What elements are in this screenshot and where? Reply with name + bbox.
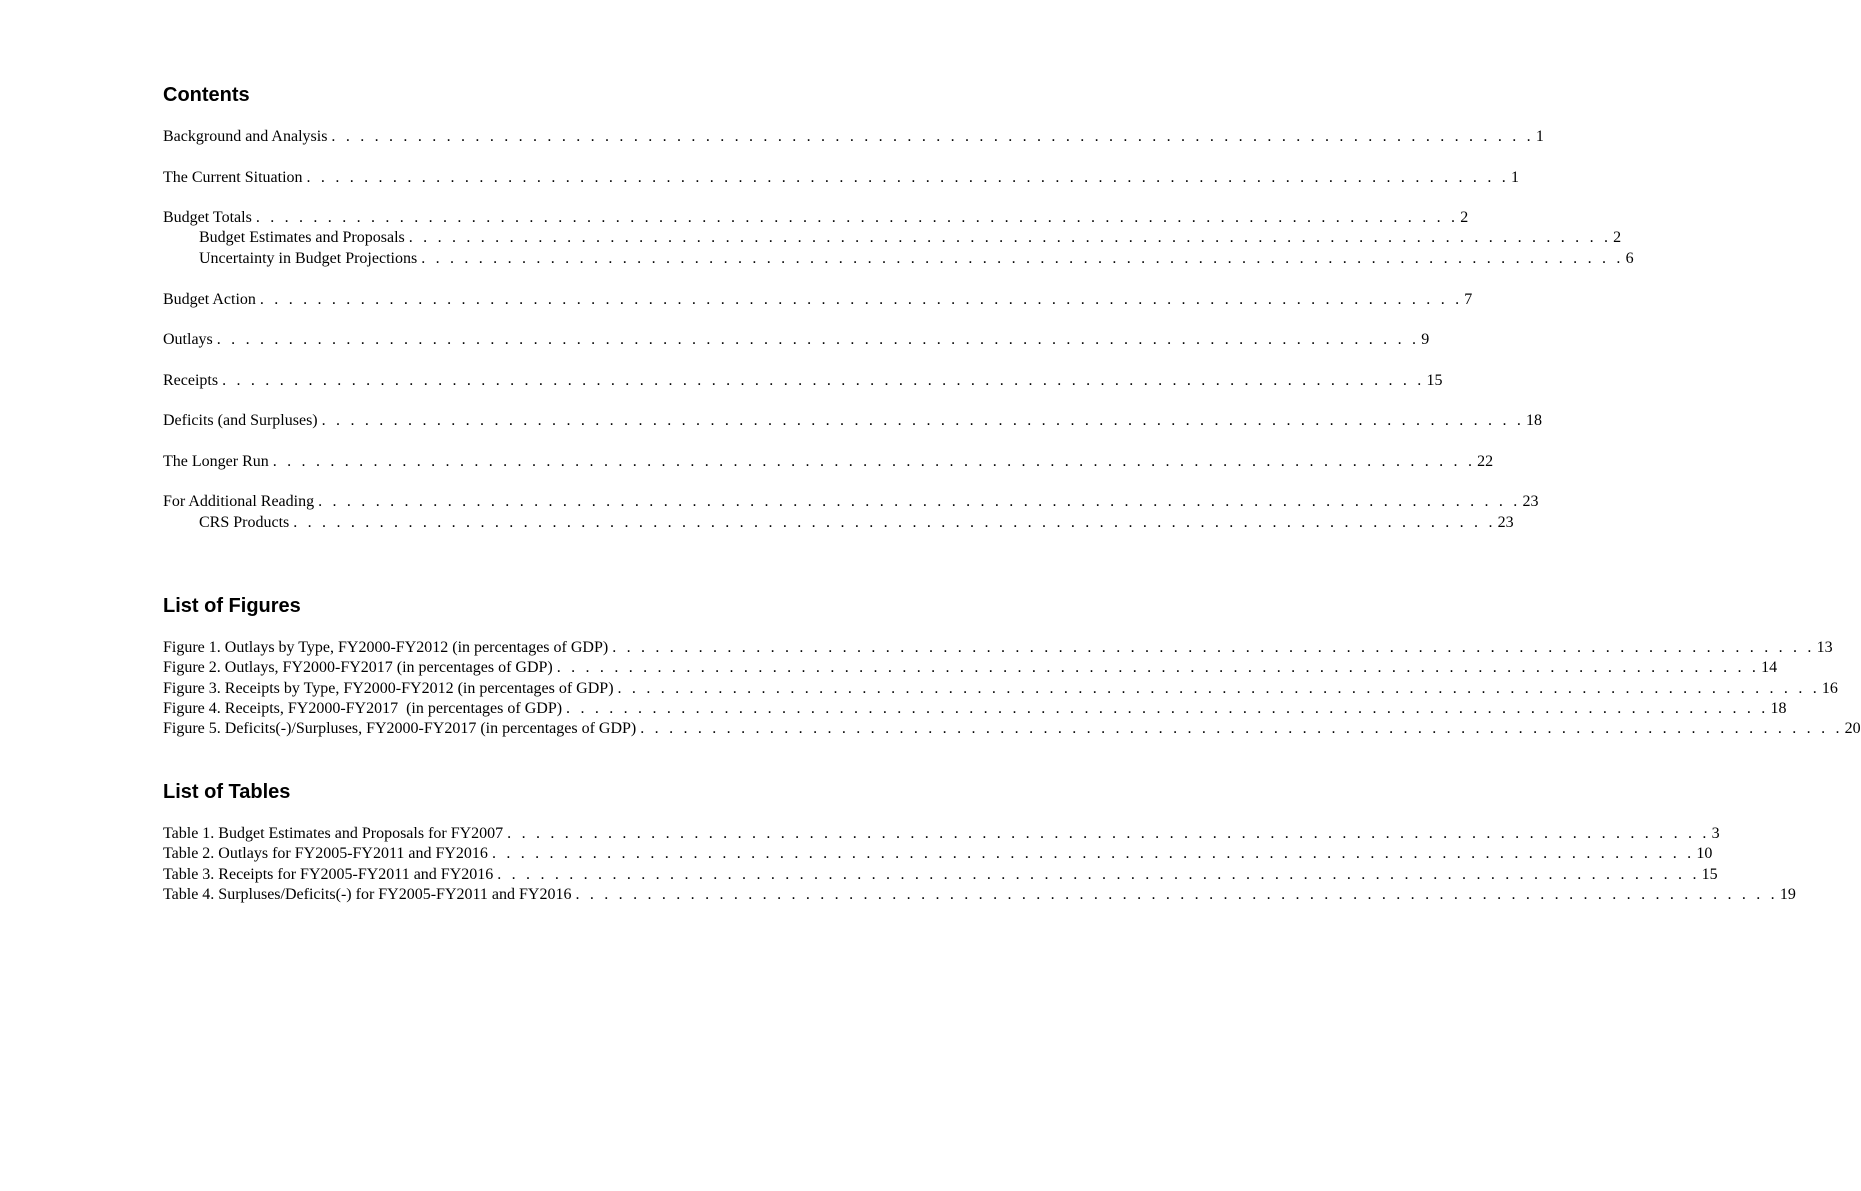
figure-entry-label: Figure 1. Outlays by Type, FY2000-FY2012 (in percentages of GDP) [163, 638, 612, 658]
dot-leader: . . . . . . . . . . . . . . . . . . . . . . . . . . . . . . . . . . . . . . . . . . . . . . . . . . . . . . . . . . . . . . . . . . . . . . . . . . . . . . . . . . . . [255, 209, 1459, 226]
toc-entry-label: CRS Products [199, 513, 293, 533]
figure-entry-4[interactable] [163, 699, 1787, 719]
toc-entry-page: 1 [1510, 169, 1519, 186]
toc-entry-label: Budget Totals [163, 208, 256, 228]
toc-entry-page: 1 [1535, 128, 1544, 145]
table-entry-4[interactable] [163, 885, 1796, 905]
toc-entry-label: Receipts [163, 371, 222, 391]
figure-entry-page: 16 [1821, 680, 1838, 697]
table-entry-label: Table 2. Outlays for FY2005-FY2011 and FY2016 [163, 844, 492, 864]
toc-entry-label: Uncertainty in Budget Projections [199, 249, 421, 269]
dot-leader: . . . . . . . . . . . . . . . . . . . . . . . . . . . . . . . . . . . . . . . . . . . . . . . . . . . . . . . . . . . . . . . . . . . . . . . . . . . . . . . . . . . . [617, 680, 1820, 697]
figure-entry-page: 13 [1816, 639, 1833, 656]
figure-entry-1[interactable] [163, 638, 1833, 658]
toc-entry-page: 23 [1522, 493, 1539, 510]
figures-heading: List of Figures [163, 595, 301, 617]
figure-entry-label: Figure 4. Receipts, FY2000-FY2017 (in percentages of GDP) [163, 699, 566, 719]
dot-leader: . . . . . . . . . . . . . . . . . . . . . . . . . . . . . . . . . . . . . . . . . . . . . . . . . . . . . . . . . . . . . . . . . . . . . . . . . . . . . . . . . . . . [556, 659, 1760, 676]
table-entry-label: Table 3. Receipts for FY2005-FY2011 and FY2016 [163, 865, 497, 885]
dot-leader: . . . . . . . . . . . . . . . . . . . . . . . . . . . . . . . . . . . . . . . . . . . . . . . . . . . . . . . . . . . . . . . . . . . . . . . . . . . . . . . . . . . . [306, 169, 1509, 186]
toc-entry-budget-totals[interactable] [163, 208, 1469, 228]
figure-entry-label: Figure 3. Receipts by Type, FY2000-FY2012 (in percentages of GDP) [163, 679, 618, 699]
dot-leader: . . . . . . . . . . . . . . . . . . . . . . . . . . . . . . . . . . . . . . . . . . . . . . . . . . . . . . . . . . . . . . . . . . . . . . . . . . . . . . . . . . . . [408, 229, 1612, 246]
toc-entry-budget-action[interactable] [163, 290, 1473, 310]
toc-entry-crs-products[interactable] [199, 513, 1514, 533]
table-entry-page: 10 [1696, 845, 1713, 862]
table-entry-page: 3 [1711, 825, 1720, 842]
dot-leader: . . . . . . . . . . . . . . . . . . . . . . . . . . . . . . . . . . . . . . . . . . . . . . . . . . . . . . . . . . . . . . . . . . . . . . . . . . . . . . . . . . . . [566, 700, 1769, 717]
dot-leader: . . . . . . . . . . . . . . . . . . . . . . . . . . . . . . . . . . . . . . . . . . . . . . . . . . . . . . . . . . . . . . . . . . . . . . . . . . . . . . . . . . . . [272, 453, 1476, 470]
toc-entry-background-and-analysis[interactable] [163, 127, 1544, 147]
toc-entry-current-situation[interactable] [163, 168, 1519, 188]
toc-entry-page: 18 [1526, 412, 1543, 429]
toc-entry-uncertainty[interactable] [199, 249, 1634, 269]
dot-leader: . . . . . . . . . . . . . . . . . . . . . . . . . . . . . . . . . . . . . . . . . . . . . . . . . . . . . . . . . . . . . . . . . . . . . . . . . . . . . . . . . . . . [259, 291, 1463, 308]
dot-leader: . . . . . . . . . . . . . . . . . . . . . . . . . . . . . . . . . . . . . . . . . . . . . . . . . . . . . . . . . . . . . . . . . . . . . . . . . . . . . . . . . . . . [507, 825, 1710, 842]
figure-entry-page: 14 [1761, 659, 1778, 676]
toc-entry-deficits[interactable] [163, 411, 1543, 431]
table-entry-label: Table 1. Budget Estimates and Proposals for FY2007 [163, 824, 507, 844]
toc-entry-page: 9 [1421, 331, 1430, 348]
table-entry-2[interactable] [163, 844, 1713, 864]
figure-entry-2[interactable] [163, 658, 1778, 678]
toc-entry-label: Outlays [163, 330, 217, 350]
toc-entry-longer-run[interactable] [163, 452, 1494, 472]
tables-heading: List of Tables [163, 781, 291, 803]
toc-entry-page: 2 [1460, 209, 1469, 226]
toc-entry-label: Budget Action [163, 290, 260, 310]
dot-leader: . . . . . . . . . . . . . . . . . . . . . . . . . . . . . . . . . . . . . . . . . . . . . . . . . . . . . . . . . . . . . . . . . . . . . . . . . . . . . . . . . . . . [331, 128, 1534, 145]
dot-leader: . . . . . . . . . . . . . . . . . . . . . . . . . . . . . . . . . . . . . . . . . . . . . . . . . . . . . . . . . . . . . . . . . . . . . . . . . . . . . . . . . . . . [497, 866, 1700, 883]
dot-leader: . . . . . . . . . . . . . . . . . . . . . . . . . . . . . . . . . . . . . . . . . . . . . . . . . . . . . . . . . . . . . . . . . . . . . . . . . . . . . . . . . . . . [293, 514, 1496, 531]
table-entry-1[interactable] [163, 824, 1720, 844]
contents-heading: Contents [163, 84, 250, 106]
table-entry-label: Table 4. Surpluses/Deficits(-) for FY2005-FY2011 and FY2016 [163, 885, 575, 905]
figure-entry-page: 20 [1844, 720, 1861, 737]
dot-leader: . . . . . . . . . . . . . . . . . . . . . . . . . . . . . . . . . . . . . . . . . . . . . . . . . . . . . . . . . . . . . . . . . . . . . . . . . . . . . . . . . . . . [421, 250, 1624, 267]
dot-leader: . . . . . . . . . . . . . . . . . . . . . . . . . . . . . . . . . . . . . . . . . . . . . . . . . . . . . . . . . . . . . . . . . . . . . . . . . . . . . . . . . . . . [612, 639, 1815, 656]
toc-entry-label: For Additional Reading [163, 492, 318, 512]
table-entry-3[interactable] [163, 865, 1718, 885]
dot-leader: . . . . . . . . . . . . . . . . . . . . . . . . . . . . . . . . . . . . . . . . . . . . . . . . . . . . . . . . . . . . . . . . . . . . . . . . . . . . . . . . . . . . [318, 493, 1521, 510]
figure-entry-3[interactable] [163, 679, 1838, 699]
figure-entry-5[interactable] [163, 719, 1861, 739]
toc-entry-page: 2 [1613, 229, 1622, 246]
dot-leader: . . . . . . . . . . . . . . . . . . . . . . . . . . . . . . . . . . . . . . . . . . . . . . . . . . . . . . . . . . . . . . . . . . . . . . . . . . . . . . . . . . . . [222, 372, 1425, 389]
toc-entry-label: Deficits (and Surpluses) [163, 411, 322, 431]
figure-entry-label: Figure 5. Deficits(-)/Surpluses, FY2000-FY2017 (in percentages of GDP) [163, 719, 640, 739]
toc-entry-page: 7 [1464, 291, 1473, 308]
dot-leader: . . . . . . . . . . . . . . . . . . . . . . . . . . . . . . . . . . . . . . . . . . . . . . . . . . . . . . . . . . . . . . . . . . . . . . . . . . . . . . . . . . . . [321, 412, 1525, 429]
dot-leader: . . . . . . . . . . . . . . . . . . . . . . . . . . . . . . . . . . . . . . . . . . . . . . . . . . . . . . . . . . . . . . . . . . . . . . . . . . . . . . . . . . . . [491, 845, 1695, 862]
figure-entry-label: Figure 2. Outlays, FY2000-FY2017 (in percentages of GDP) [163, 658, 557, 678]
toc-entry-label: The Longer Run [163, 452, 273, 472]
table-entry-page: 15 [1701, 866, 1718, 883]
toc-entry-receipts[interactable] [163, 371, 1443, 391]
toc-entry-page: 23 [1497, 514, 1514, 531]
toc-entry-page: 22 [1477, 453, 1494, 470]
toc-entry-page: 6 [1625, 250, 1634, 267]
table-entry-page: 19 [1779, 886, 1796, 903]
toc-entry-additional-reading[interactable] [163, 492, 1539, 512]
dot-leader: . . . . . . . . . . . . . . . . . . . . . . . . . . . . . . . . . . . . . . . . . . . . . . . . . . . . . . . . . . . . . . . . . . . . . . . . . . . . . . . . . . . . [640, 720, 1843, 737]
toc-entry-page: 15 [1426, 372, 1443, 389]
toc-entry-budget-estimates[interactable] [199, 228, 1622, 248]
figure-entry-page: 18 [1770, 700, 1787, 717]
dot-leader: . . . . . . . . . . . . . . . . . . . . . . . . . . . . . . . . . . . . . . . . . . . . . . . . . . . . . . . . . . . . . . . . . . . . . . . . . . . . . . . . . . . . [575, 886, 1778, 903]
toc-entry-label: Background and Analysis [163, 127, 331, 147]
dot-leader: . . . . . . . . . . . . . . . . . . . . . . . . . . . . . . . . . . . . . . . . . . . . . . . . . . . . . . . . . . . . . . . . . . . . . . . . . . . . . . . . . . . . [216, 331, 1420, 348]
toc-entry-label: The Current Situation [163, 168, 307, 188]
toc-entry-outlays[interactable] [163, 330, 1430, 350]
toc-entry-label: Budget Estimates and Proposals [199, 228, 409, 248]
